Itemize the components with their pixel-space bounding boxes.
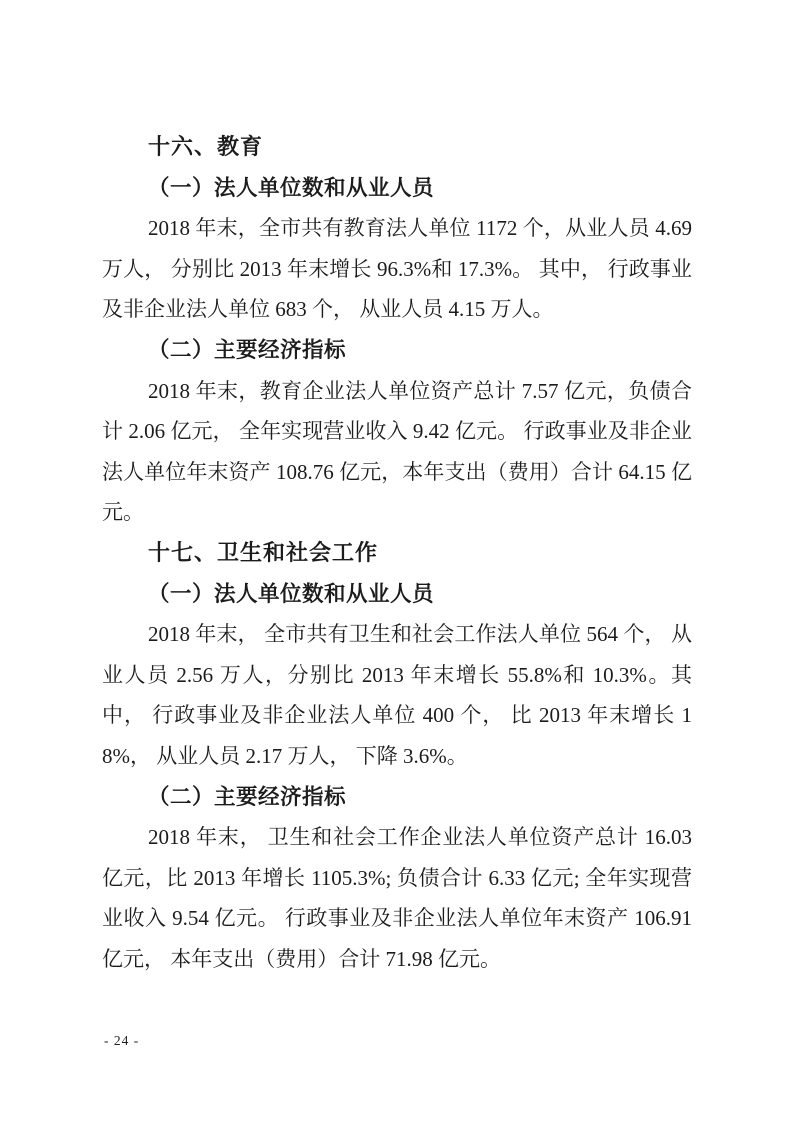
- paragraph-health-units: 2018 年末， 全市共有卫生和社会工作法人单位 564 个， 从业人员 2.56 万人，分别比 2013 年末增长 55.8%和 10.3%。其中， 行政事业及非企业法人单位 400 个， 比 2013 年末增长 18%， 从业人员 2.17 万人， 下降 3.6%。: [102, 622, 692, 768]
- document-content: [102, 127, 692, 979]
- subsection-heading-health-units: （一）法人单位数和从业人员: [148, 581, 435, 606]
- section-heading-health: 十七、卫生和社会工作: [148, 539, 379, 565]
- subsection-heading-education-economic: （二）主要经济指标: [148, 337, 347, 362]
- page-number: - 24 -: [104, 1033, 140, 1048]
- subsection-heading-education-units: （一）法人单位数和从业人员: [148, 175, 435, 200]
- subsection-heading-health-economic: （二）主要经济指标: [148, 784, 347, 809]
- paragraph-education-economic: 2018 年末，教育企业法人单位资产总计 7.57 亿元，负债合计 2.06 亿元， 全年实现营业收入 9.42 亿元。 行政事业及非企业法人单位年末资产 108.76 亿元，本年支出（费用）合计 64.15 亿元。: [102, 378, 692, 525]
- section-heading-education: 十六、教育: [148, 134, 264, 159]
- paragraph-health-economic: 2018 年末， 卫生和社会工作企业法人单位资产总计 16.03 亿元，比 2013 年增长 1105.3%; 负债合计 6.33 亿元; 全年实现营业收入 9.54 亿元。 行政事业及非企业法人单位年末资产 106.91 亿元， 本年支出（费用）合计 71.98 亿元。: [102, 825, 692, 971]
- paragraph-education-units: 2018 年末，全市共有教育法人单位 1172 个，从业人员 4.69 万人， 分别比 2013 年末增长 96.3%和 17.3%。 其中， 行政事业及非企业法人单位 683 个， 从业人员 4.15 万人。: [102, 216, 692, 322]
